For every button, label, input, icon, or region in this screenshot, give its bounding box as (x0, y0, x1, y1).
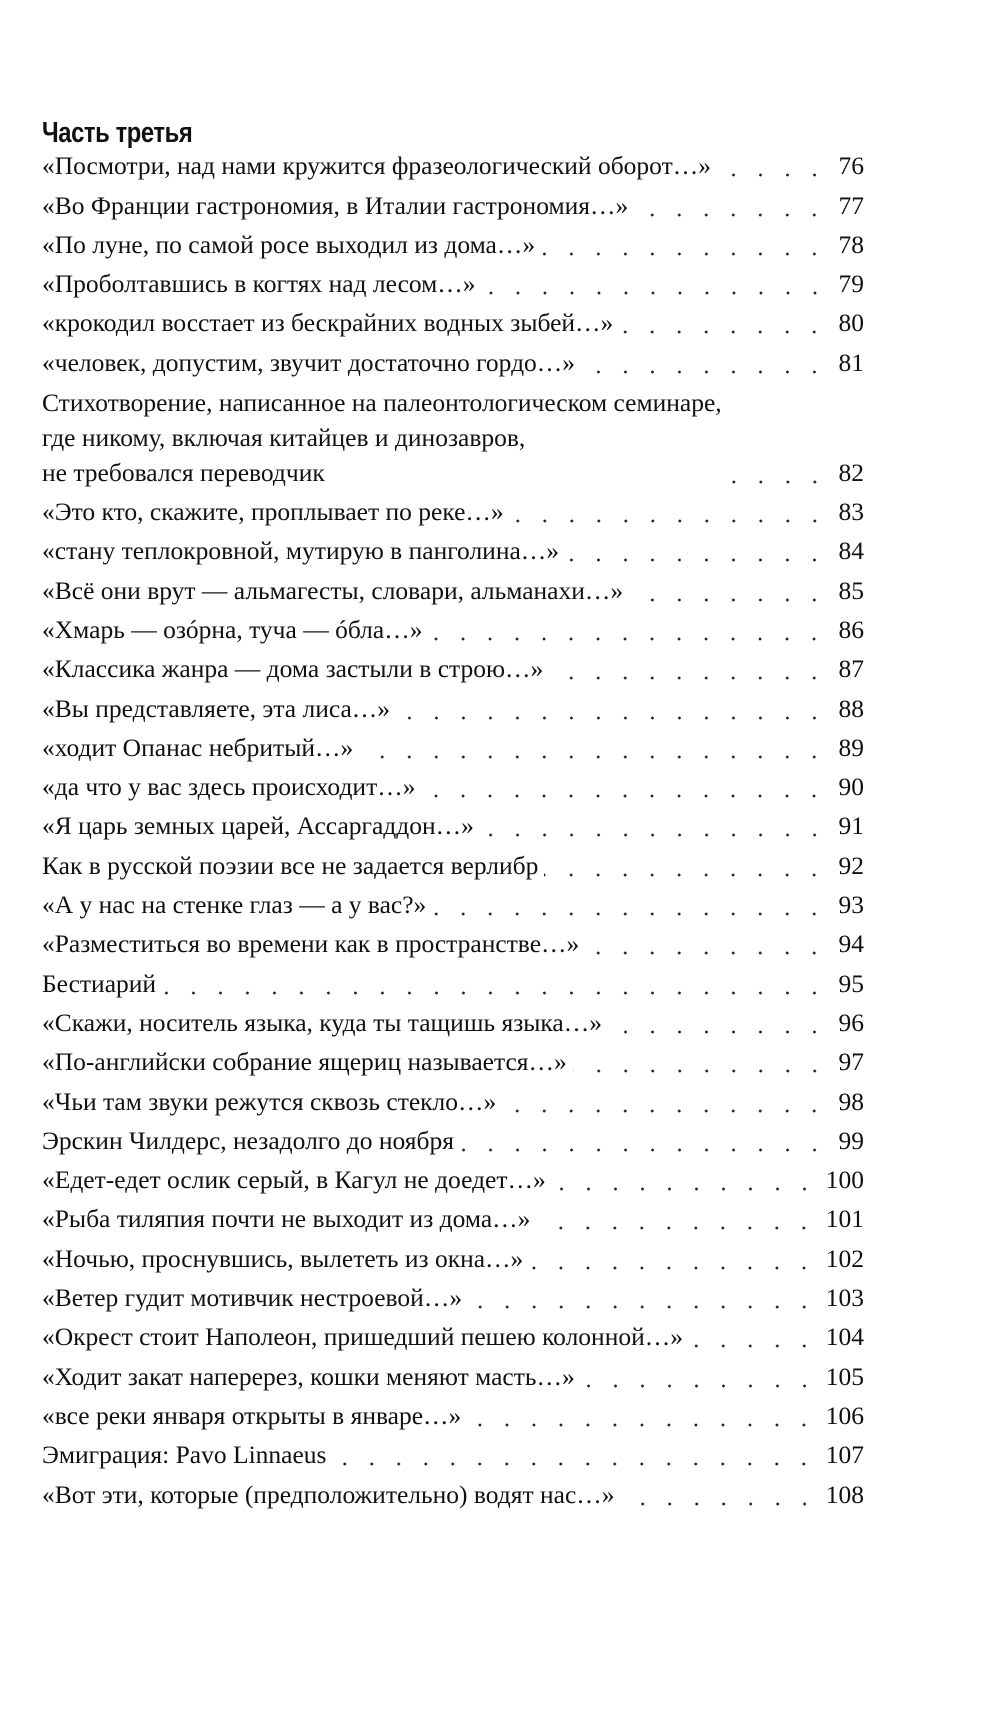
toc-entry-title: «Классика жанра — дома застыли в строю…» (42, 654, 544, 684)
toc-entry (42, 849, 864, 888)
dot-leader (581, 1384, 818, 1388)
toc-entry-page-number: 86 (838, 614, 864, 644)
toc-entry-title: «По-английски собрание ящериц называется…» (42, 1047, 567, 1077)
toc-entry-title: «Проболтавшись в когтях над лесом…» (42, 269, 476, 299)
toc-entry-title: Эмиграция: Pavo Linnaeus (42, 1440, 327, 1470)
toc-entry (42, 1085, 864, 1124)
toc-entry-page-number: 100 (825, 1165, 864, 1195)
toc-entry (42, 1478, 864, 1517)
toc-entry-title: «человек, допустим, звучит достаточно гордо…» (42, 347, 576, 377)
toc-entry-title: «По луне, по самой росе выходил из дома…» (42, 229, 536, 259)
toc-entry-page-number: 94 (838, 929, 864, 959)
toc-entry (42, 1203, 864, 1242)
dot-leader (552, 1187, 818, 1191)
toc-entry (42, 771, 864, 810)
dot-leader (717, 173, 828, 177)
dot-leader (544, 873, 828, 877)
toc-entry-title: «Всё они врут — альмагесты, словари, альманахи…» (42, 575, 624, 605)
section-title: Часть третья (42, 117, 193, 149)
toc-entry-title: «ходит Опанас небритый…» (42, 732, 354, 762)
toc-entry-title: «Чьи там звуки режутся сквозь стекло…» (42, 1086, 497, 1116)
dot-leader (585, 951, 828, 955)
dot-leader (482, 291, 828, 295)
dot-leader (529, 1266, 817, 1270)
toc-entry-title: «Хмарь — озóрна, туча — óбла…» (42, 614, 423, 644)
toc-entry-page-number: 93 (838, 890, 864, 920)
toc-entry (42, 229, 864, 268)
toc-entry-title: «Разместиться во времени как в пространстве…» (42, 929, 580, 959)
toc-entry-page-number: 104 (825, 1322, 864, 1352)
toc-entry-title: «крокодил восстает из бескрайних водных зыбей…» (42, 308, 614, 338)
toc-entry-title: «Во Франции гастрономия, в Италии гастрономия…» (42, 190, 629, 220)
dot-leader (396, 716, 828, 720)
toc-entry (42, 189, 864, 228)
toc-entry (42, 307, 864, 346)
dot-leader (359, 755, 828, 759)
toc-entry (42, 732, 864, 771)
dot-leader (608, 1030, 828, 1034)
toc-entry-title: «Я царь земных царей, Ассаргаддон…» (42, 811, 474, 841)
toc-entry (42, 614, 864, 653)
toc-entry-title: «Рыба тиляпия почти не выходит из дома…» (42, 1204, 531, 1234)
toc-entry-title: Как в русской поэзии все не задается верлибр (42, 850, 539, 880)
toc-entry-page-number: 81 (838, 347, 864, 377)
toc-entry (42, 810, 864, 849)
toc-entry-page-number: 99 (838, 1125, 864, 1155)
dot-leader (536, 1226, 817, 1230)
dot-leader (565, 558, 828, 562)
toc-entry-page-number: 85 (838, 575, 864, 605)
dot-leader (468, 1305, 818, 1309)
dot-leader (629, 598, 828, 602)
dot-leader (460, 1148, 828, 1152)
dot-leader (428, 637, 828, 641)
dot-leader (467, 1423, 817, 1427)
toc-entry (42, 346, 864, 385)
toc-entry-page-number: 90 (838, 772, 864, 802)
toc-entry (42, 1360, 864, 1399)
toc-entry-title: «Вы представляете, эта лиса…» (42, 693, 391, 723)
toc-entry-page-number: 106 (825, 1400, 864, 1430)
toc-entry-page-number: 82 (838, 457, 864, 487)
toc-entry-title: «Посмотри, над нами кружится фразеологический оборот…» (42, 151, 711, 181)
dot-leader (421, 794, 828, 798)
toc-entry-page-number: 88 (838, 693, 864, 723)
dot-leader (621, 1502, 818, 1506)
dot-leader (549, 676, 828, 680)
toc-entry-page-number: 89 (838, 732, 864, 762)
dot-leader (689, 1344, 818, 1348)
toc-entry-page-number: 80 (838, 308, 864, 338)
toc-entry (42, 1439, 864, 1478)
toc-entry-page-number: 105 (825, 1361, 864, 1391)
toc-entry (42, 574, 864, 613)
dot-leader (634, 213, 828, 217)
toc-entry (42, 1125, 864, 1164)
toc-entry (42, 150, 864, 189)
toc-entry-page-number: 103 (825, 1283, 864, 1313)
toc-entry-page-number: 108 (825, 1479, 864, 1509)
toc-entry-title: «стану теплокровной, мутирую в панголина…» (42, 536, 560, 566)
toc-entry-page-number: 91 (838, 811, 864, 841)
dot-leader (502, 1109, 828, 1113)
toc-entry-title: «Окрест стоит Наполеон, пришедший пешею колонной…» (42, 1322, 683, 1352)
toc-entry-page-number: 79 (838, 269, 864, 299)
toc-entry-page-number: 97 (838, 1047, 864, 1077)
dot-leader (581, 370, 828, 374)
toc-entry (42, 1400, 864, 1439)
dot-leader (162, 991, 828, 995)
toc-entry-title: «да что у вас здесь происходит…» (42, 772, 416, 802)
dot-leader (510, 519, 828, 523)
dot-leader (728, 480, 828, 484)
toc-entry-title: «Это кто, скажите, проплывает по реке…» (42, 497, 504, 527)
toc-entry-page-number: 76 (838, 151, 864, 181)
toc-entry (42, 653, 864, 692)
dot-leader (332, 1462, 817, 1466)
toc-entry (42, 967, 864, 1006)
toc-entry-page-number: 84 (838, 536, 864, 566)
dot-leader (480, 833, 828, 837)
toc-entry (42, 1164, 864, 1203)
toc-entry-page-number: 98 (838, 1086, 864, 1116)
toc-entry-page-number: 102 (825, 1243, 864, 1273)
toc-entry (42, 535, 864, 574)
toc-entry-title: «Ветер гудит мотивчик нестроевой…» (42, 1283, 463, 1313)
toc-entry (42, 692, 864, 731)
toc-entry (42, 1321, 864, 1360)
toc-entry-page-number: 107 (825, 1440, 864, 1470)
toc-entry-title: «Вот эти, которые (предположительно) водят нас…» (42, 1479, 615, 1509)
toc-entry-page-number: 92 (838, 850, 864, 880)
toc-entry-title: «Ночью, проснувшись, вылететь из окна…» (42, 1243, 524, 1273)
toc-entry-title: «Ходит закат наперерез, кошки меняют масть…» (42, 1361, 575, 1391)
toc-entry-title: Бестиарий (42, 968, 157, 998)
dot-leader (541, 252, 828, 256)
toc-entry (42, 1046, 864, 1085)
toc-entry-page-number: 87 (838, 654, 864, 684)
toc-entry (42, 1007, 864, 1046)
toc-entry-page-number: 78 (838, 229, 864, 259)
toc-entry (42, 928, 864, 967)
toc-entry (42, 386, 864, 496)
toc-entry-page-number: 96 (838, 1007, 864, 1037)
toc-entry (42, 1242, 864, 1281)
toc-entry-title: «Скажи, носитель языка, куда ты тащишь языка…» (42, 1007, 602, 1037)
toc-entry-page-number: 77 (838, 190, 864, 220)
toc-entry-page-number: 83 (838, 497, 864, 527)
dot-leader (619, 330, 828, 334)
toc-entry (42, 496, 864, 535)
toc-entry-title: Стихотворение, написанное на палеонтологическом семинаре, где никому, включая китайцев и динозавров, не требовался переводчик (42, 387, 722, 487)
toc-entry-page-number: 101 (825, 1204, 864, 1234)
toc-entry-title: «А у нас на стенке глаз — а у вас?» (42, 890, 427, 920)
toc-entry (42, 268, 864, 307)
toc-entry-page-number: 95 (838, 968, 864, 998)
toc-entry-title: Эрскин Чилдерс, незадолго до ноября (42, 1125, 454, 1155)
toc-entry-title: «Едет-едет ослик серый, в Кагул не доедет…» (42, 1165, 546, 1195)
toc-entry (42, 889, 864, 928)
table-of-contents (42, 150, 864, 1518)
dot-leader (432, 912, 828, 916)
toc-entry (42, 1282, 864, 1321)
dot-leader (573, 1069, 828, 1073)
toc-entry-title: «все реки января открыты в январе…» (42, 1400, 462, 1430)
